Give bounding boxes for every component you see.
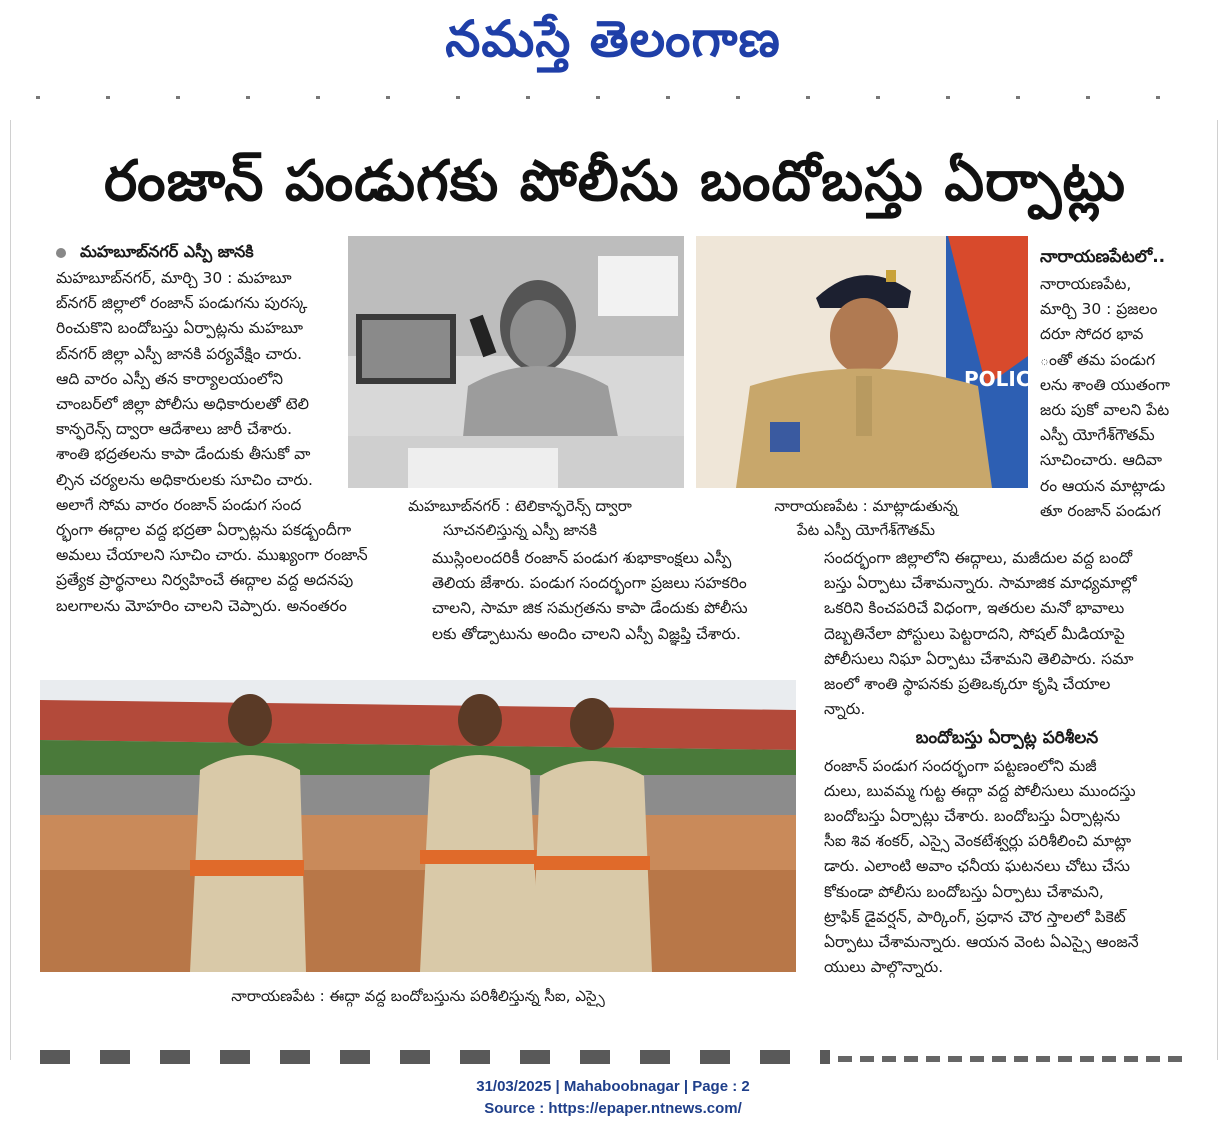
photo-sp-janaki-image xyxy=(348,236,684,488)
text-line: మార్చి 30 : ప్రజలం xyxy=(1040,300,1158,319)
text-line: లను శాంతి యుతంగా xyxy=(1040,375,1171,394)
right-lower-subhead: బందోబస్తు ఏర్పాట్ల పరిశీలన xyxy=(915,728,1099,749)
text-line: దులు, బువమ్మ గుట్ట ఈద్గా వద్ద పోలీసులు ముందస్తు xyxy=(824,781,1136,800)
photo3-caption: నారాయణపేట : ఈద్గా వద్ద బందోబస్తును పరిశీలిస్తున్న సీఐ, ఎస్సై xyxy=(231,987,605,1005)
next-article-strip xyxy=(838,1056,1188,1062)
text-line: బందోబస్తు ఏర్పాట్లు చేశారు. బందోబస్తు ఏర్పాట్లను xyxy=(824,807,1121,826)
text-line: లకు తోడ్పాటును అందిం చాలని ఎస్పీ విజ్ఞప్తి చేశారు. xyxy=(432,624,741,643)
right-subhead: నారాయణపేటలో.. xyxy=(1040,247,1166,267)
photo-sp-janaki xyxy=(348,236,684,488)
photo2-caption-line1: నారాయణపేట : మాట్లాడుతున్న xyxy=(774,497,958,515)
text-line: చాలని, సామా జిక సమగ్రతను కాపా డేందుకు పోలీసు xyxy=(432,599,748,618)
text-line: శాంతి భద్రతలను కాపా డేందుకు తీసుకో వా xyxy=(56,445,311,464)
text-line: యులు పాల్గొన్నారు. xyxy=(824,958,944,977)
text-line: ఒకరిని కించపరిచే విధంగా, ఇతరుల మనో భావాలు xyxy=(824,599,1125,618)
photo-officers-eidgah xyxy=(40,680,796,972)
text-line: ంతో తమ పండుగ xyxy=(1040,350,1156,369)
text-line: ఆది వారం ఎస్పీ తన కార్యాలయంలోని xyxy=(56,369,284,388)
text-line: చాంబర్‌లో జిల్లా పోలీసు అధికారులతో టెలి xyxy=(56,395,309,414)
text-line: రించుకొని బందోబస్తు ఏర్పాట్లను మహబూ xyxy=(56,319,304,338)
footer-date-edition: 31/03/2025 | Mahaboobnagar | Page : 2 xyxy=(476,1078,750,1095)
text-line: దరూ సోదర భావ xyxy=(1040,325,1144,344)
bullet-icon xyxy=(56,248,66,258)
masthead-rule xyxy=(36,96,1186,99)
photo1-caption-line2: సూచనలిస్తున్న ఎస్పీ జానకి xyxy=(443,521,597,539)
next-article-headline-strip xyxy=(40,1050,830,1064)
text-line: జంలో శాంతి స్థాపనకు ప్రతిఒక్కరూ కృషి చేయాల xyxy=(824,675,1111,694)
police-banner-text: POLICE xyxy=(964,367,1045,391)
text-line: ట్రాఫిక్ డైవర్షన్, పార్కింగ్, ప్రధాన చౌర స్తాలలో పికెట్ xyxy=(824,907,1126,926)
newspaper-masthead: నమస్తే తెలంగాణ xyxy=(445,10,781,68)
middle-column xyxy=(432,546,802,647)
photo-sp-yogesh xyxy=(696,236,1045,488)
photo1-caption xyxy=(360,494,680,542)
text-line: కోకుండా పోలీసు బందోబస్తు ఏర్పాటు చేశామని, xyxy=(824,882,1104,901)
text-line: దెబ్బతినేలా పోస్టులు పెట్టరాదని, సోషల్ మీడియాపై xyxy=(824,624,1125,643)
text-line: రం ఆయన మాట్లాడు xyxy=(1040,476,1166,495)
right-lower-body xyxy=(824,546,1190,722)
right-lower-column xyxy=(824,546,1190,980)
text-line: కాన్ఫరెన్స్ ద్వారా ఆదేశాలు జారీ చేశారు. xyxy=(56,420,293,439)
text-line: జరు పుకో వాలని పేట xyxy=(1040,401,1170,420)
text-line: తూ రంజాన్ పండుగ xyxy=(1040,501,1161,520)
middle-column-body xyxy=(432,546,802,647)
text-line: అమలు చేయాలని సూచిం చారు. ముఖ్యంగా రంజాన్ xyxy=(56,546,368,565)
photo2-caption xyxy=(700,494,1032,542)
text-line: బస్తు ఏర్పాటు చేశామన్నారు. సామాజిక మాధ్యమాల్లో xyxy=(824,574,1137,593)
photo-sp-yogesh-image xyxy=(696,236,1045,488)
photo2-caption-line2: పేట ఎస్పీ యోగేశ్‌గౌతమ్ xyxy=(797,521,935,539)
text-line: బ్‌నగర్ జిల్లా ఎస్పీ జానకి పర్యవేక్షిం చారు. xyxy=(56,344,303,363)
right-lower-body2 xyxy=(824,754,1190,981)
text-line: ముస్లింలందరికీ రంజాన్ పండుగ శుభాకాంక్షలు ఎస్పీ xyxy=(432,549,732,567)
text-line: న్నారు. xyxy=(824,700,866,719)
text-line: పోలీసులు నిఘా ఏర్పాటు చేశామని తెలిపారు. సమా xyxy=(824,649,1134,668)
text-line: డారు. ఎలాంటి అవాం ఛనీయ ఘటనలు చోటు చేసు xyxy=(824,857,1131,876)
text-line: అలాగే సోమ వారం రంజాన్ పండుగ సంద xyxy=(56,495,302,514)
footer-source: Source : https://epaper.ntnews.com/ xyxy=(484,1100,742,1117)
text-line: ప్రత్యేక ప్రార్థనాలు నిర్వహించే ఈద్గాల వద్ద అదనపు xyxy=(56,571,354,590)
photo-officers-eidgah-image xyxy=(40,680,796,972)
text-line: బలగాలను మోహరిం చాలని చెప్పారు. అనంతరం xyxy=(56,596,347,615)
text-line: సూచించారు. ఆదివా xyxy=(1040,451,1163,470)
text-line: బ్‌నగర్ జిల్లాలో రంజాన్ పండుగను పురస్క xyxy=(56,294,308,313)
text-line: ల్సిన చర్యలను అధికారులకు సూచిం చారు. xyxy=(56,470,313,489)
text-line: తెలియ జేశారు. పండుగ సందర్భంగా ప్రజలు సహకరిం xyxy=(432,574,747,593)
photo1-caption-line1: మహబూబ్‌నగర్ : టెలికాన్ఫరెన్స్ ద్వారా xyxy=(408,497,632,515)
right-column-body xyxy=(1040,272,1190,524)
text-line: ర్భంగా ఈద్గాల వద్ద భద్రతా ఏర్పాట్లను పకడ్బందీగా xyxy=(56,521,352,540)
right-column xyxy=(1040,272,1190,524)
text-line: రంజాన్ పండుగ సందర్భంగా పట్టణంలోని మజీ xyxy=(824,756,1097,775)
text-line: సందర్భంగా జిల్లాలోని ఈద్గాలు, మజీదుల వద్ద బందో xyxy=(824,549,1133,567)
text-line: సీఐ శివ శంకర్, ఎస్సై వెంకటేశ్వర్లు పరిశీలించి మాట్లా xyxy=(824,832,1132,851)
text-line: ఎస్పీ యోగేశ్‌గౌతమ్ xyxy=(1040,426,1155,445)
article-headline: రంజాన్ పండుగకు పోలీసు బందోబస్తు ఏర్పాట్లు xyxy=(103,149,1127,214)
text-line: నారాయణపేట, xyxy=(1040,275,1132,293)
byline-text: మహబూబ్‌నగర్ ఎస్పీ జానకి xyxy=(80,242,254,261)
text-line: మహబూబ్‌నగర్, మార్చి 30 : మహబూ xyxy=(56,269,292,287)
text-line: ఏర్పాటు చేశామన్నారు. ఆయన వెంట ఏఎస్సై ఆంజనే xyxy=(824,933,1139,952)
